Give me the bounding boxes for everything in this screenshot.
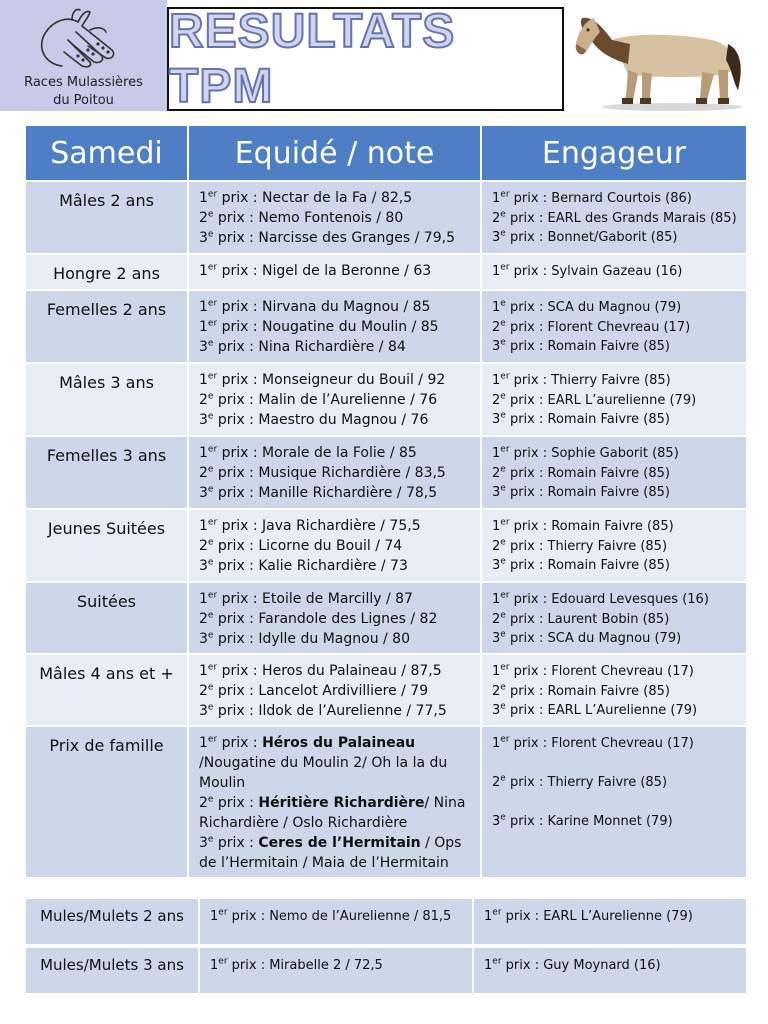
prize-text: / Ops de l’Hermitain / Maia de l’Hermitain xyxy=(199,835,462,871)
prize-text: prix : Idylle du Magnou / 80 xyxy=(213,631,410,647)
table-header-row xyxy=(26,126,746,180)
prize-rank-suffix: er xyxy=(500,262,510,273)
equide-cell xyxy=(189,725,482,877)
table-row xyxy=(26,508,746,581)
prize-rank-suffix: e xyxy=(500,464,506,475)
engageur-prize-line xyxy=(492,629,738,649)
prize-rank: 3 xyxy=(199,631,208,647)
prize-rank-suffix: er xyxy=(492,956,502,967)
prize-text: prix : xyxy=(213,835,259,851)
prize-rank: 1 xyxy=(199,190,208,206)
prize-rank: 2 xyxy=(492,538,501,554)
prize-rank-suffix: e xyxy=(500,537,506,548)
engageur-prize-line xyxy=(492,318,738,338)
prize-rank: 2 xyxy=(199,683,208,699)
engageur-prize-line xyxy=(492,812,738,832)
engageur-prize-line xyxy=(484,956,738,976)
prize-rank-suffix: e xyxy=(500,773,506,784)
prize-rank: 3 xyxy=(492,412,501,427)
prize-text: prix : Heros du Palaineau / 87,5 xyxy=(217,663,442,679)
prize-rank: 1 xyxy=(199,445,208,461)
engageur-prize-line xyxy=(492,209,738,229)
equide-cell xyxy=(189,180,482,253)
prize-text: prix : Lancelot Ardivilliere / 79 xyxy=(213,683,429,699)
prize-rank: 2 xyxy=(199,538,208,554)
prize-rank-suffix: er xyxy=(218,907,228,918)
table-row xyxy=(26,362,746,435)
prize-text: prix : Laurent Bobin (85) xyxy=(505,611,670,627)
prize-rank-suffix: e xyxy=(500,701,506,712)
engageur-prize-line xyxy=(492,537,738,557)
engageur-prize-line xyxy=(492,228,738,248)
equide-prize-line xyxy=(210,956,464,976)
logo-line-2: du Poitou xyxy=(53,93,114,108)
engageur-prize-line xyxy=(492,610,738,630)
prize-text: prix : Karine Monnet (79) xyxy=(505,814,673,829)
prize-rank-suffix: er xyxy=(500,371,510,382)
prize-rank-suffix: e xyxy=(207,391,214,402)
engageur-prize-line xyxy=(492,298,738,318)
engageur-prize-line xyxy=(492,682,738,702)
prize-rank-suffix: e xyxy=(500,682,506,693)
mules-table xyxy=(26,897,746,993)
prize-rank-suffix: er xyxy=(500,734,510,745)
prize-text: prix : Narcisse des Granges / 79,5 xyxy=(213,230,455,246)
prize-rank-suffix: e xyxy=(500,298,506,309)
prize-rank-suffix: er xyxy=(207,318,218,329)
prize-rank-suffix: e xyxy=(500,318,506,329)
prize-rank: 3 xyxy=(199,485,208,501)
category-cell: Jeunes Suitées xyxy=(26,508,189,581)
prize-text: prix : Monseigneur du Bouil / 92 xyxy=(217,372,446,388)
prize-text: prix : Romain Faivre (85) xyxy=(509,519,674,534)
prize-text: prix : Morale de la Folie / 85 xyxy=(217,445,417,461)
prize-rank-suffix: er xyxy=(207,734,218,745)
category-cell: Mâles 2 ans xyxy=(26,180,189,253)
equide-cell xyxy=(189,362,482,435)
prize-text: prix : Romain Faivre (85) xyxy=(505,465,670,481)
equide-prize-line xyxy=(199,629,472,649)
prize-rank-suffix: er xyxy=(207,590,218,601)
prize-rank: 1 xyxy=(492,519,501,534)
engageur-prize-line xyxy=(492,189,738,209)
prize-rank: 2 xyxy=(199,465,208,481)
equide-prize-line xyxy=(199,701,472,721)
table-row-prix-de-famille xyxy=(26,725,746,877)
prize-text: prix : EARL L’aurelienne (79) xyxy=(505,392,697,408)
prize-rank-suffix: e xyxy=(207,484,214,495)
prize-rank: 3 xyxy=(492,230,501,245)
prize-rank: 1 xyxy=(492,664,501,679)
prize-rank: 1 xyxy=(199,591,208,607)
prize-rank: 1 xyxy=(492,592,501,607)
engageur-prize-line xyxy=(492,371,738,391)
prize-rank-suffix: er xyxy=(207,444,218,455)
prize-text: prix : SCA du Magnou (79) xyxy=(505,631,682,646)
prize-text: prix : SCA du Magnou (79) xyxy=(505,300,682,315)
prize-rank-suffix: e xyxy=(207,209,214,220)
prize-text: prix : Nectar de la Fa / 82,5 xyxy=(217,190,413,206)
prize-rank: 2 xyxy=(492,465,501,481)
horse-illustration xyxy=(572,4,752,112)
prize-rank: 1 xyxy=(199,663,208,679)
prize-rank-suffix: er xyxy=(207,662,218,673)
engageur-prize-line xyxy=(492,556,738,576)
prize-rank: 2 xyxy=(492,611,501,627)
prize-text: prix : Romain Faivre (85) xyxy=(505,683,670,699)
prize-text: prix : Licorne du Bouil / 74 xyxy=(213,538,403,554)
equide-prize-line xyxy=(199,228,472,248)
equide-cell xyxy=(189,508,482,581)
prize-text: prix : Florent Chevreau (17) xyxy=(509,664,694,679)
prize-rank-suffix: e xyxy=(207,834,214,845)
equide-prize-line xyxy=(199,297,472,317)
equide-prize-line xyxy=(199,390,472,410)
famille-prize-line xyxy=(199,833,472,873)
prize-text: prix : Farandole des Lignes / 82 xyxy=(213,611,438,627)
engageur-prize-line xyxy=(492,483,738,503)
prize-text: /Nougatine du Moulin 2/ Oh la la du Moulin xyxy=(199,755,448,791)
prize-rank: 2 xyxy=(492,775,501,790)
prize-rank-suffix: e xyxy=(500,410,506,421)
line-spacer xyxy=(492,793,738,813)
engageur-cell xyxy=(474,897,746,944)
prize-rank-suffix: er xyxy=(207,371,218,382)
prize-rank: 1 xyxy=(484,958,493,973)
prize-rank-suffix: e xyxy=(207,338,214,349)
equide-prize-line xyxy=(199,261,472,281)
prize-rank: 3 xyxy=(199,412,208,428)
prize-rank: 1 xyxy=(199,319,208,335)
category-cell: Hongre 2 ans xyxy=(26,253,189,289)
prize-rank: 3 xyxy=(199,835,208,851)
engageur-cell xyxy=(482,362,746,435)
engageur-cell xyxy=(482,581,746,653)
category-cell: Mâles 4 ans et + xyxy=(26,653,189,725)
prize-text: / Nina Richardière / Oslo Richardière xyxy=(199,795,466,831)
table-row xyxy=(26,653,746,725)
prize-text: prix : Thierry Faivre (85) xyxy=(509,373,671,388)
results-table xyxy=(26,126,746,877)
prize-rank: 1 xyxy=(210,909,219,924)
prize-lead-horse: Héritière Richardière xyxy=(258,795,425,811)
prize-rank-suffix: e xyxy=(207,702,214,713)
prize-rank: 3 xyxy=(199,558,208,574)
prize-text: prix : Romain Faivre (85) xyxy=(505,339,670,354)
donkey-heads-logo-icon xyxy=(32,6,132,72)
logo-line-1: Races Mulassières xyxy=(24,75,143,90)
prize-lead-horse: Héros du Palaineau xyxy=(262,735,416,751)
engageur-prize-line xyxy=(492,773,738,793)
prize-rank-suffix: e xyxy=(500,610,506,621)
prize-rank: 1 xyxy=(199,263,208,279)
engageur-cell xyxy=(482,725,746,877)
table-row xyxy=(26,253,746,289)
prize-rank-suffix: e xyxy=(500,391,506,402)
prize-rank: 2 xyxy=(492,210,501,226)
equide-prize-line xyxy=(199,463,472,483)
mules-row xyxy=(26,944,746,993)
engageur-prize-line xyxy=(492,464,738,484)
equide-prize-line xyxy=(199,661,472,681)
prize-text: prix : Romain Faivre (85) xyxy=(505,485,670,500)
prize-text: prix : Malin de l’Aurelienne / 76 xyxy=(213,392,438,408)
engageur-cell xyxy=(482,289,746,362)
title-box xyxy=(167,7,564,111)
prize-rank-suffix: er xyxy=(492,907,502,918)
prize-rank: 1 xyxy=(199,372,208,388)
engageur-cell xyxy=(482,435,746,508)
column-header-engageur: Engageur xyxy=(482,126,746,180)
prize-rank-suffix: er xyxy=(207,517,218,528)
column-header-samedi: Samedi xyxy=(26,126,189,180)
prize-text: prix : Nirvana du Magnou / 85 xyxy=(217,299,431,315)
prize-text: prix : Nina Richardière / 84 xyxy=(213,339,406,355)
equide-prize-line xyxy=(199,681,472,701)
engageur-cell xyxy=(482,180,746,253)
engageur-prize-line xyxy=(492,262,738,282)
prize-text: prix : Musique Richardière / 83,5 xyxy=(213,465,446,481)
equide-prize-line xyxy=(199,370,472,390)
equide-prize-line xyxy=(199,410,472,430)
engageur-prize-line xyxy=(492,517,738,537)
equide-cell xyxy=(189,253,482,289)
logo-block xyxy=(0,0,167,111)
category-cell: Suitées xyxy=(26,581,189,653)
prize-text: prix : Sylvain Gazeau (16) xyxy=(509,264,683,279)
column-header-equide-note: Equidé / note xyxy=(189,126,482,180)
prize-rank-suffix: er xyxy=(500,662,510,673)
prize-rank: 2 xyxy=(199,210,208,226)
prize-text: prix : Ildok de l’Aurelienne / 77,5 xyxy=(213,703,447,719)
prize-rank: 2 xyxy=(199,611,208,627)
equide-prize-line xyxy=(199,188,472,208)
prize-rank-suffix: e xyxy=(207,537,214,548)
prize-text: prix : Florent Chevreau (17) xyxy=(505,319,691,335)
prize-rank-suffix: e xyxy=(207,464,214,475)
equide-prize-line xyxy=(199,443,472,463)
engageur-prize-line xyxy=(492,337,738,357)
prize-rank: 3 xyxy=(199,339,208,355)
prize-text: prix : xyxy=(217,735,263,751)
equide-cell xyxy=(189,581,482,653)
prize-text: prix : Java Richardière / 75,5 xyxy=(217,518,421,534)
prize-rank-suffix: e xyxy=(500,228,506,239)
prize-text: prix : Mirabelle 2 / 72,5 xyxy=(227,958,383,973)
equide-prize-line xyxy=(199,337,472,357)
category-cell: Femelles 3 ans xyxy=(26,435,189,508)
prize-rank: 3 xyxy=(199,230,208,246)
famille-prize-line xyxy=(199,793,472,833)
prize-text: prix : Manille Richardière / 78,5 xyxy=(213,485,438,501)
equide-prize-line xyxy=(199,536,472,556)
equide-cell xyxy=(200,897,474,944)
mules-row xyxy=(26,897,746,944)
engageur-prize-line xyxy=(492,444,738,464)
prize-rank: 3 xyxy=(492,703,501,718)
equide-prize-line xyxy=(199,516,472,536)
prize-rank-suffix: er xyxy=(500,590,510,601)
engageur-cell xyxy=(482,653,746,725)
prize-text: prix : Edouard Levesques (16) xyxy=(509,592,709,607)
prize-rank-suffix: er xyxy=(500,189,510,200)
prize-text: prix : Maestro du Magnou / 76 xyxy=(213,412,429,428)
table-row xyxy=(26,435,746,508)
prize-rank: 1 xyxy=(492,300,501,315)
prize-text: prix : Nemo Fontenois / 80 xyxy=(213,210,404,226)
prize-rank-suffix: e xyxy=(207,630,214,641)
prize-text: prix : Nougatine du Moulin / 85 xyxy=(217,319,439,335)
engageur-prize-line xyxy=(492,734,738,754)
table-row xyxy=(26,581,746,653)
engageur-prize-line xyxy=(492,701,738,721)
prize-rank: 1 xyxy=(492,191,501,206)
prize-text: prix : EARL L’Aurelienne (79) xyxy=(505,703,698,718)
prize-text: prix : Kalie Richardière / 73 xyxy=(213,558,408,574)
prize-rank-suffix: e xyxy=(500,556,506,567)
engageur-prize-line xyxy=(492,662,738,682)
category-cell: Mules/Mulets 2 ans xyxy=(26,897,200,944)
prize-rank: 1 xyxy=(199,518,208,534)
category-cell: Prix de famille xyxy=(26,725,189,877)
famille-prize-line xyxy=(199,733,472,793)
line-spacer xyxy=(492,754,738,774)
prize-rank: 3 xyxy=(492,339,501,354)
engageur-prize-line xyxy=(492,410,738,430)
equide-prize-line xyxy=(199,589,472,609)
prize-rank-suffix: e xyxy=(500,209,506,220)
prize-text: prix : Romain Faivre (85) xyxy=(505,412,670,427)
prize-rank: 1 xyxy=(492,446,501,461)
prize-text: prix : Sophie Gaborit (85) xyxy=(509,446,679,461)
prize-rank: 1 xyxy=(210,958,219,973)
equide-cell xyxy=(189,653,482,725)
prize-rank: 3 xyxy=(492,814,501,829)
prize-rank: 3 xyxy=(199,703,208,719)
equide-prize-line xyxy=(199,483,472,503)
equide-prize-line xyxy=(199,317,472,337)
prize-rank-suffix: e xyxy=(207,794,214,805)
prize-rank: 3 xyxy=(492,485,501,500)
prize-text: prix : Guy Moynard (16) xyxy=(501,958,661,973)
prize-rank-suffix: er xyxy=(207,298,218,309)
engageur-prize-line xyxy=(484,907,738,927)
prize-text: prix : EARL L’Aurelienne (79) xyxy=(501,909,693,924)
equide-prize-line xyxy=(199,556,472,576)
prize-rank: 3 xyxy=(492,631,501,646)
category-cell: Mâles 3 ans xyxy=(26,362,189,435)
engageur-cell xyxy=(482,508,746,581)
equide-cell xyxy=(189,289,482,362)
prize-rank: 1 xyxy=(199,299,208,315)
prize-text: prix : Florent Chevreau (17) xyxy=(509,736,694,751)
prize-rank: 1 xyxy=(492,736,501,751)
prize-rank: 2 xyxy=(199,795,208,811)
prize-text: prix : Bernard Courtois (86) xyxy=(509,191,692,206)
prize-rank-suffix: er xyxy=(207,189,218,200)
equide-cell xyxy=(200,944,474,993)
table-row xyxy=(26,180,746,253)
prize-rank: 2 xyxy=(492,392,501,408)
equide-prize-line xyxy=(210,907,464,927)
results-body xyxy=(26,180,746,877)
equide-prize-line xyxy=(199,609,472,629)
engageur-prize-line xyxy=(492,590,738,610)
equide-cell xyxy=(189,435,482,508)
prize-rank-suffix: er xyxy=(500,517,510,528)
prize-text: prix : xyxy=(213,795,259,811)
prize-rank-suffix: e xyxy=(207,557,214,568)
prize-rank: 1 xyxy=(199,735,208,751)
prize-rank: 2 xyxy=(492,683,501,699)
prize-rank-suffix: e xyxy=(207,229,214,240)
engageur-cell xyxy=(474,944,746,993)
prize-text: prix : Thierry Faivre (85) xyxy=(505,538,668,554)
prize-rank-suffix: er xyxy=(207,262,218,273)
prize-rank-suffix: e xyxy=(500,629,506,640)
prize-rank-suffix: er xyxy=(500,444,510,455)
prize-text: prix : Romain Faivre (85) xyxy=(505,558,670,573)
equide-prize-line xyxy=(199,208,472,228)
prize-text: prix : EARL des Grands Marais (85) xyxy=(505,210,737,226)
prize-rank-suffix: e xyxy=(207,411,214,422)
prize-rank: 1 xyxy=(492,264,501,279)
prize-text: prix : Bonnet/Gaborit (85) xyxy=(505,230,678,245)
category-cell: Femelles 2 ans xyxy=(26,289,189,362)
prize-text: prix : Nemo de l’Aurelienne / 81,5 xyxy=(227,909,452,924)
prize-lead-horse: Ceres de l’Hermitain xyxy=(258,835,421,851)
prize-rank: 2 xyxy=(199,392,208,408)
prize-rank-suffix: e xyxy=(500,812,506,823)
category-cell: Mules/Mulets 3 ans xyxy=(26,944,200,993)
prize-text: prix : Thierry Faivre (85) xyxy=(505,775,668,790)
engageur-prize-line xyxy=(492,391,738,411)
prize-rank: 1 xyxy=(492,373,501,388)
prize-rank-suffix: e xyxy=(500,337,506,348)
prize-rank-suffix: er xyxy=(218,956,228,967)
engageur-cell xyxy=(482,253,746,289)
prize-text: prix : Nigel de la Beronne / 63 xyxy=(217,263,432,279)
table-row xyxy=(26,289,746,362)
prize-rank-suffix: e xyxy=(207,682,214,693)
prize-text: prix : Etoile de Marcilly / 87 xyxy=(217,591,413,607)
mules-body xyxy=(26,897,746,993)
prize-rank: 3 xyxy=(492,558,501,573)
page-title: RESULTATS TPM xyxy=(169,5,456,113)
prize-rank-suffix: e xyxy=(500,483,506,494)
prize-rank-suffix: e xyxy=(207,610,214,621)
prize-rank: 1 xyxy=(484,909,493,924)
prize-rank: 2 xyxy=(492,319,501,335)
